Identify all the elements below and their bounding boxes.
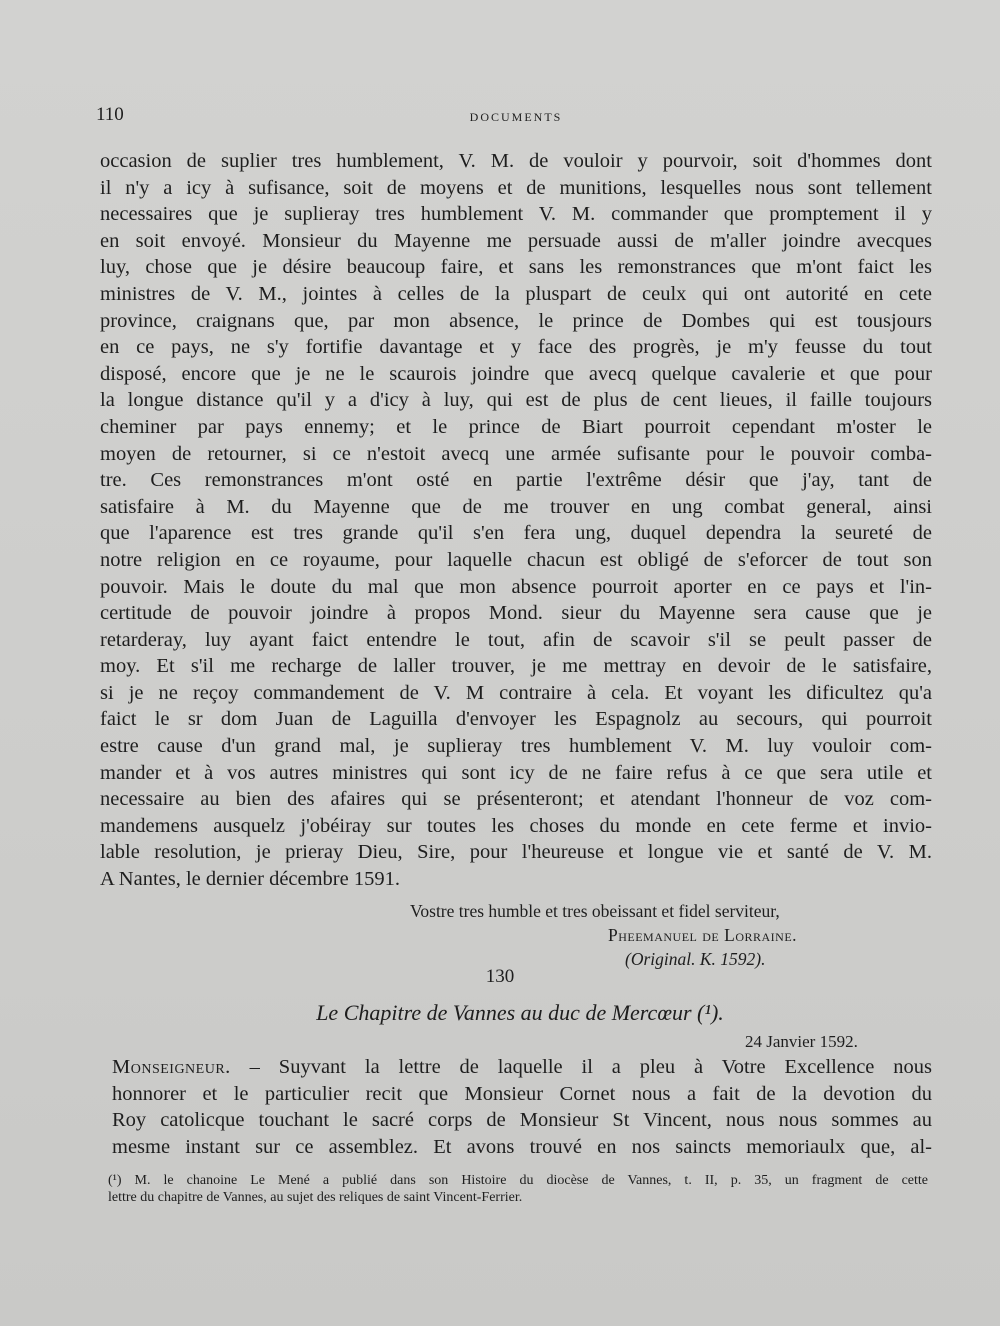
text-line: la longue distance qu'il y a d'icy à luy, qui est de plus de cent lieues, il faille toujours: [100, 389, 932, 412]
running-head: DOCUMENTS: [469, 110, 563, 124]
signature-block: [100, 899, 932, 971]
text-line: necessaires que je suplieray tres humblement V. M. commander que promptement il y: [100, 203, 932, 226]
text-line: il n'y a icy à sufisance, soit de moyens et de munitions, lesquelles nous sont tellement: [100, 176, 932, 199]
footnote: [108, 1172, 928, 1206]
text-line: [112, 1054, 932, 1081]
footnote-line: (¹) M. le chanoine Le Mené a publié dans son Histoire du diocèse de Vannes, t. II, p. 35, un fragment de cette: [108, 1173, 928, 1188]
signature-name: Pheemanuel de Lorraine.: [608, 924, 798, 945]
first-line-text: – Suyvant la lettre de laquelle il a pleu à Votre Excellence nous: [230, 1056, 932, 1078]
text-line: si je ne reçoy commandement de V. M contraire à cela. Et voyant les dificultez qu'a: [100, 681, 932, 704]
signature-closing: Vostre tres humble et tres obeissant et fidel serviteur,: [410, 900, 780, 921]
text-line: lable resolution, je prieray Dieu, Sire, pour l'heureuse et longue vie et santé de V. M.: [100, 841, 932, 864]
salutation: Monseigneur.: [112, 1056, 231, 1078]
text-line: ministres de V. M., jointes à celles de la pluspart de ceulx qui ont autorité en cete: [100, 282, 932, 305]
text-line: satisfaire à M. du Mayenne que de me trouver en ung combat general, ainsi: [100, 495, 932, 518]
document-date: 24 Janvier 1592.: [745, 1032, 858, 1051]
text-line: certitude de pouvoir joindre à propos Mond. sieur du Mayenne sera cause que je: [100, 602, 932, 625]
text-line: retarderay, luy ayant faict entendre le tout, afin de scavoir s'il se peult passer de: [100, 628, 932, 651]
letter-lines: [100, 148, 932, 893]
text-line: moy. Et s'il me recharge de laller trouver, je me mettray en devoir de le satisfaire,: [100, 655, 932, 678]
document-title: Le Chapitre de Vannes au duc de Mercœur (¹).: [316, 1000, 724, 1025]
document-130-body: [112, 1054, 932, 1160]
letter-body: [100, 148, 932, 971]
footnote-line: lettre du chapitre de Vannes, au sujet des reliques de saint Vincent-Ferrier.: [108, 1190, 523, 1205]
text-line: necessaire au bien des afaires qui se présenteront; et atendant l'honneur de voz com-: [100, 788, 932, 811]
signature-source: (Original. K. 1592).: [625, 948, 766, 969]
text-line: Roy catolicque touchant le sacré corps de Monsieur St Vincent, nous nous sommes au: [112, 1109, 932, 1132]
document-number: 130: [485, 966, 515, 987]
text-line: cheminer par pays ennemy; et le prince de Biart pourroit cependant m'oster le: [100, 415, 932, 438]
text-line: province, craignans que, par mon absence, le prince de Dombes qui est tousjours: [100, 309, 932, 332]
text-line: que l'aparence est tres grande qu'il s'en fera ung, duquel dependra la seureté de: [100, 522, 932, 545]
page-header: [96, 104, 936, 132]
text-line: A Nantes, le dernier décembre 1591.: [100, 868, 400, 891]
text-line: estre cause d'un grand mal, je suplieray tres humblement V. M. luy vouloir com-: [100, 735, 932, 758]
page-number: 110: [96, 104, 124, 125]
text-line: disposé, encore que je ne le scaurois joindre que avecq quelque cavalerie et que pour: [100, 362, 932, 385]
text-line: notre religion en ce royaume, pour laquelle chacun est obligé de s'eforcer de tout son: [100, 548, 932, 571]
text-line: faict le sr dom Juan de Laguilla d'envoyer les Espagnolz au secours, qui pourroit: [100, 708, 932, 731]
text-line: moyen de retourner, si ce n'estoit avecq une armée sufisante pour le pouvoir comba-: [100, 442, 932, 465]
text-line: mandemens ausquelz j'obéiray sur toutes les choses du monde en cete ferme et invio-: [100, 814, 932, 837]
text-line: pouvoir. Mais le doute du mal que mon absence pourroit aporter en ce pays et l'in-: [100, 575, 932, 598]
text-line: honnorer et le particulier recit que Monsieur Cornet nous a fait de la devotion du: [112, 1082, 932, 1105]
text-line: luy, chose que je désire beaucoup faire, et sans les remonstrances que m'ont faict les: [100, 256, 932, 279]
text-line: mander et à vos autres ministres qui sont icy de ne faire refus à ce que sera utile et: [100, 761, 932, 784]
text-line: occasion de suplier tres humblement, V. M. de vouloir y pourvoir, soit d'hommes dont: [100, 150, 932, 172]
text-line: mesme instant sur ce assemblez. Et avons trouvé en nos saincts memoriaulx que, al-: [112, 1135, 932, 1158]
text-line: en ce pays, ne s'y fortifie davantage et y face des progrès, je m'y feusse du tout: [100, 336, 932, 359]
text-line: en soit envoyé. Monsieur du Mayenne me persuade aussi de m'aller joindre avecques: [100, 229, 932, 252]
text-line: tre. Ces remonstrances m'ont osté en partie l'extrême désir que j'ay, tant de: [100, 469, 932, 492]
